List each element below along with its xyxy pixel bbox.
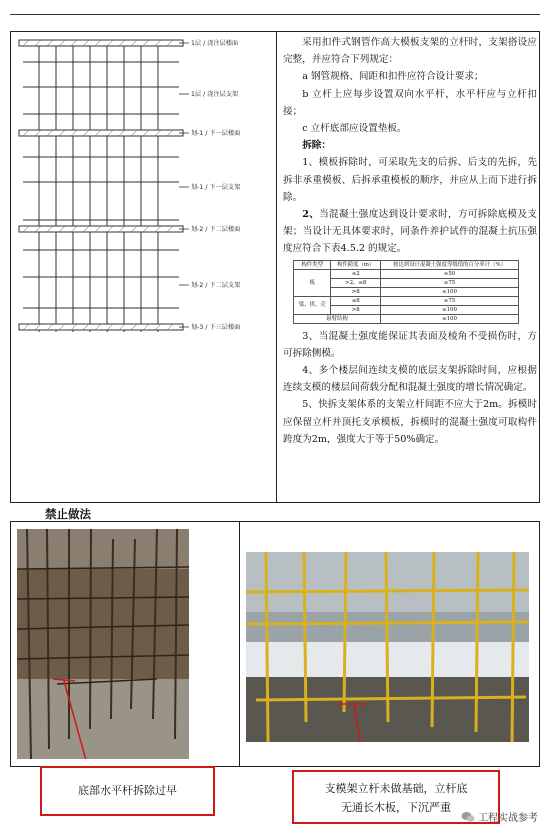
table-cell: ≤2 xyxy=(331,269,381,278)
table-row xyxy=(294,296,519,305)
spec-table-frame xyxy=(10,31,540,503)
table-cell: >8 xyxy=(331,305,381,314)
paragraph: 4、多个楼层间连续支模的底层支架拆除时间，应根据连续支模的楼层间荷载分配和混凝土强度的增长情况确定。 xyxy=(283,365,537,394)
table-cell: 梁、拱、壳 xyxy=(294,296,331,314)
paragraph: a 钢管规格、间距和扣件应符合设计要求； xyxy=(302,71,484,83)
section-title: 禁止做法 xyxy=(45,507,91,521)
wechat-icon xyxy=(461,811,475,823)
paragraph xyxy=(283,206,537,258)
right-site-photo xyxy=(246,552,529,742)
table-header: 构件类型 xyxy=(294,260,331,269)
paragraph: b 立杆上应每步设置双向水平杆，水平杆应与立杆扣接； xyxy=(283,88,537,117)
table-cell: >2，≤8 xyxy=(331,278,381,287)
diagram-label: 划-2 / 下二层支架 xyxy=(191,282,241,289)
paragraph: 1、模板拆除时，可采取先支的后拆、后支的先拆，先拆非承重模板、后拆承重模板的顺序，并应从上而下进行拆除。 xyxy=(283,157,537,203)
table-cell: >8 xyxy=(331,287,381,296)
watermark-text: 工程实战参考 xyxy=(478,813,538,824)
photo-frame xyxy=(10,521,540,767)
table-cell: ≥50 xyxy=(381,269,519,278)
table-cell: ≥75 xyxy=(381,296,519,305)
table-header-row xyxy=(294,260,519,269)
watermark xyxy=(461,809,538,824)
table-cell: ≥100 xyxy=(381,305,519,314)
left-site-photo xyxy=(17,529,189,759)
table-cell: ≥100 xyxy=(381,287,519,296)
paragraph: 采用扣件式钢管作高大模板支架的立杆时，支架搭设应完整，并应符合下列规定： xyxy=(283,37,537,66)
header-rule xyxy=(10,14,540,15)
scaffold-diagram xyxy=(11,32,276,372)
table-row xyxy=(294,314,519,323)
callout-text: 无通长木板，下沉严重 xyxy=(341,801,451,814)
paragraph: c 立杆底部应设置垫板。 xyxy=(302,123,407,135)
table-cell: ≥75 xyxy=(381,278,519,287)
item-number: 2、 xyxy=(302,209,320,221)
diagram-label: 1层 / 浇注层楼面 xyxy=(191,40,239,47)
paragraph: 3、当混凝土强度能保证其表面及棱角不受损伤时，方可拆除侧模。 xyxy=(283,330,537,359)
table-cell: 板 xyxy=(294,269,331,296)
table-cell: ≤8 xyxy=(331,296,381,305)
diagram-label: 划-3 / 下三层楼面 xyxy=(191,324,241,331)
spec-text xyxy=(283,34,537,448)
callout-text: 支模架立杆未做基础，立杆底 xyxy=(324,782,468,795)
column-divider xyxy=(276,32,277,502)
paragraph: 5、快拆支架体系的支架立杆间距不应大于2m。拆模时应保留立杆并顶托支承模板，拆模时的混凝土强度可取构件跨度为2m，强度大于等于50%确定。 xyxy=(283,399,537,445)
heading-removal: 拆除： xyxy=(302,140,331,152)
table-cell: ≥100 xyxy=(381,314,519,323)
callout-left xyxy=(40,766,215,816)
strength-table xyxy=(293,260,519,324)
diagram-label: 划-2 / 下二层楼面 xyxy=(191,226,241,233)
diagram-label: 1层 / 浇注层支架 xyxy=(191,91,239,98)
table-cell: 悬臂结构 xyxy=(294,314,381,323)
table-header: 构件跨度（m） xyxy=(331,260,381,269)
table-header: 按达到设计混凝土强度等级值的百分率计（%） xyxy=(381,260,519,269)
table-row xyxy=(294,269,519,278)
column-divider xyxy=(239,522,240,766)
callout-text: 底部水平杆拆除过早 xyxy=(78,784,177,797)
diagram-label: 划-1 / 下一层支架 xyxy=(191,184,241,191)
diagram-label: 划-1 / 下一层楼面 xyxy=(191,130,241,137)
paragraph-text: 当混凝土强度达到设计要求时，方可拆除底模及支架；当设计无具体要求时，同条件养护试件的混凝土抗压强度应符合下表4.5.2 的规定。 xyxy=(283,209,537,255)
